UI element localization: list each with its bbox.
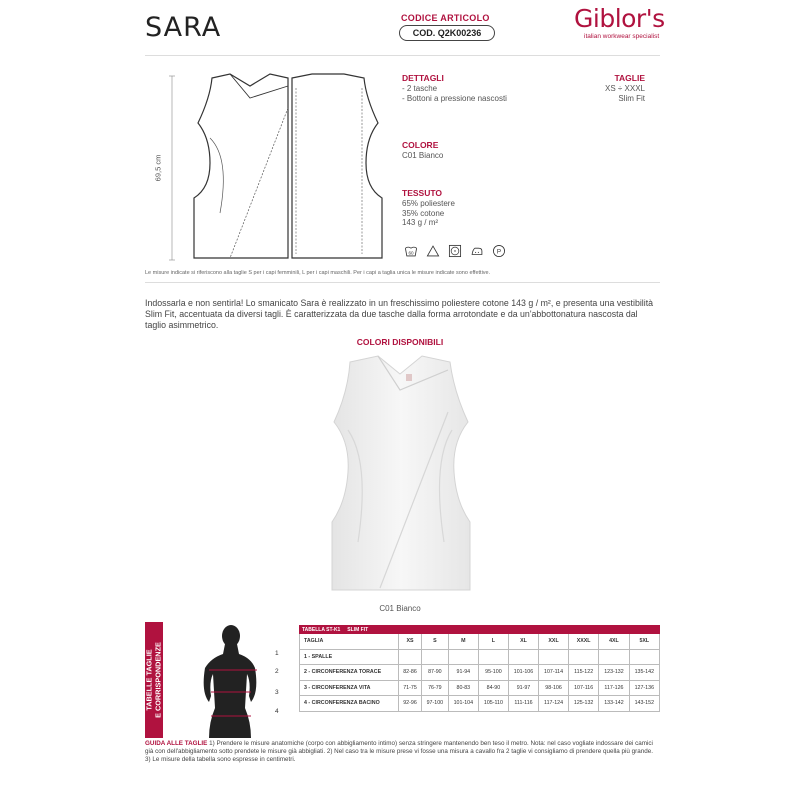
no-bleach-icon <box>426 244 440 258</box>
color-caption: C01 Bianco <box>379 604 421 613</box>
svg-text:P: P <box>496 248 502 256</box>
marker-1: 1 <box>275 650 279 657</box>
dry-clean-p-icon <box>492 244 506 258</box>
sizes-heading: TAGLIE <box>614 73 645 83</box>
size-col: XS <box>399 634 422 650</box>
size-guide-heading: GUIDA ALLE TAGLIE <box>145 740 208 747</box>
product-photo <box>320 352 480 602</box>
color-heading: COLORE <box>402 140 439 150</box>
marker-2: 2 <box>275 668 279 675</box>
marker-3: 3 <box>275 689 279 696</box>
sizes-text: XS ÷ XXXL Slim Fit <box>605 84 645 103</box>
size-columns-row <box>300 634 660 650</box>
sizes-note: Le misure indicate si riferiscono alla taglie S per i capi femminili, L per i capi maschili. Per i capi a taglia unica le misure indicate sono effettive. <box>145 270 491 276</box>
color-value: C01 Bianco <box>402 151 444 160</box>
marker-4: 4 <box>275 708 279 715</box>
size-col: M <box>448 634 478 650</box>
size-col: 4XL <box>599 634 629 650</box>
body-silhouette <box>185 622 265 740</box>
size-table <box>299 625 660 712</box>
size-table-fit: SLIM FIT <box>347 626 369 633</box>
svg-text:60: 60 <box>408 250 414 256</box>
row-label: 2 - CIRCONFERENZA TORACE <box>300 665 399 681</box>
row-label: 3 - CIRCONFERENZA VITA <box>300 680 399 696</box>
product-title: SARA <box>145 12 222 43</box>
fabric-heading: TESSUTO <box>402 188 442 198</box>
divider <box>145 282 660 283</box>
product-code-badge: COD. Q2K00236 <box>399 25 495 41</box>
table-row: 2 - CIRCONFERENZA TORACE 82-86 87-90 91-94 95-100 101-106 107-114 115-122 123-132 135-142 <box>300 665 660 681</box>
wash-60-icon <box>404 244 418 258</box>
care-icons <box>404 244 506 258</box>
size-label: TAGLIA <box>300 634 399 650</box>
table-row: 3 - CIRCONFERENZA VITA 71-75 76-79 80-83 84-90 91-97 98-106 107-116 117-126 127-136 <box>300 680 660 696</box>
size-table-header <box>300 626 660 634</box>
table-row: 4 - CIRCONFERENZA BACINO 92-96 97-100 101-104 105-110 111-116 117-124 125-132 133-142 143-152 <box>300 696 660 712</box>
size-col: L <box>479 634 509 650</box>
tumble-dry-icon <box>448 244 462 258</box>
table-row <box>300 649 660 665</box>
size-guide-text: 1) Prendere le misure anatomiche (corpo con abbigliamento intimo) senza stringere mantenendo ben teso il metro. Nota: nel caso vogliate indossare dei camici già con dell'abbigliamento sotto prendete le misure già abbigliati. 2) Nel caso tra le misure prese vi fosse una misura a cavallo fra 2 taglie vi consigliamo di prendere quella più grande. 3) Le misure della tabella sono espresse in centimetri. <box>145 740 654 763</box>
row-label: 1 - SPALLE <box>300 649 399 665</box>
brand-tagline: italian workwear specialist <box>584 33 660 40</box>
row-label: 4 - CIRCONFERENZA BACINO <box>300 696 399 712</box>
fabric-text: 65% poliestere 35% cotone 143 g / m² <box>402 199 455 227</box>
height-dimension-label: 69,5 cm <box>153 154 163 182</box>
size-col: XL <box>508 634 538 650</box>
size-col: S <box>422 634 449 650</box>
brand-logo: Giblor's <box>574 4 665 33</box>
code-label: CODICE ARTICOLO <box>401 13 490 23</box>
details-text: - 2 tasche - Bottoni a pressione nascosti <box>402 84 507 103</box>
size-col: XXL <box>539 634 569 650</box>
size-table-side-title: TABELLE TAGLIE E CORRISPONDENZE <box>144 642 162 718</box>
size-guide <box>145 740 660 764</box>
size-col: XXXL <box>568 634 598 650</box>
colors-available-heading: COLORI DISPONIBILI <box>356 337 444 347</box>
iron-icon <box>470 244 484 258</box>
size-col: 5XL <box>629 634 659 650</box>
divider <box>145 55 660 56</box>
details-heading: DETTAGLI <box>402 73 444 83</box>
technical-sketch <box>150 68 390 268</box>
product-description: Indossarla e non sentirla! Lo smanicato Sara è realizzato in un freschissimo poliestere cotone 143 g / m², e presenta una vestibilità Slim Fit, accentuata da diversi tagli. È caratterizzata da due tasche dalla forma arrotondate e da un'abbottonatura nascosta dal taglio asimmetrico. <box>145 298 654 330</box>
size-table-code: TABELLA ST-K1 <box>302 626 341 633</box>
